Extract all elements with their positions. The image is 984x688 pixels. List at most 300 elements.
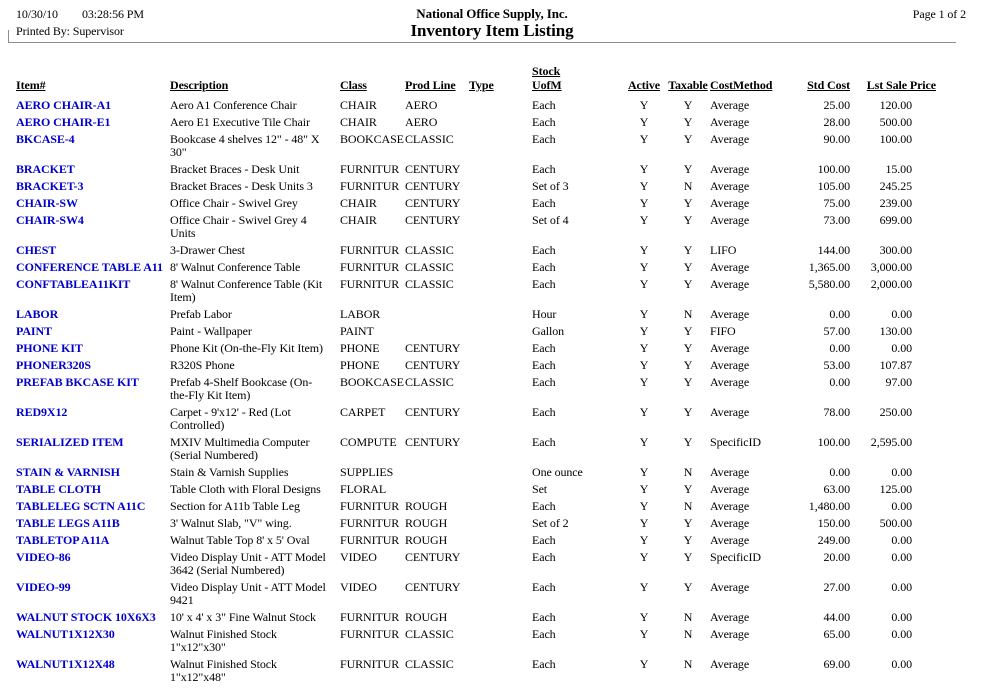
stock-uofm-cell: Each: [532, 115, 556, 129]
class-cell: CARPET: [340, 405, 386, 419]
std-cost-cell: 44.00: [823, 610, 850, 624]
lst-sale-price-cell: 500.00: [879, 516, 912, 530]
type-cell: [469, 197, 532, 214]
item-number-link[interactable]: WALNUT STOCK 10X6X3: [16, 610, 156, 624]
std-cost-cell: 105.00: [817, 179, 850, 193]
type-cell: [469, 483, 532, 500]
active-flag-cell: Y: [639, 341, 649, 355]
std-cost-cell: 100.00: [817, 162, 850, 176]
type-cell: [469, 534, 532, 551]
stock-uofm-cell: Hour: [532, 307, 557, 321]
cost-method-cell: Average: [710, 499, 750, 513]
description-cell: Office Chair - Swivel Grey 4 Units: [170, 213, 307, 240]
cost-method-cell: Average: [710, 260, 750, 274]
stock-uofm-cell: Each: [532, 435, 556, 449]
stock-uofm-cell: Each: [532, 162, 556, 176]
taxable-flag-cell: Y: [683, 243, 693, 257]
class-cell: VIDEO: [340, 550, 377, 564]
class-cell: FLORAL: [340, 482, 387, 496]
prod-line-cell: [405, 483, 469, 500]
cost-method-cell: Average: [710, 610, 750, 624]
class-cell: FURNITUR: [340, 499, 400, 513]
std-cost-cell: 27.00: [823, 580, 850, 594]
description-cell: 8' Walnut Conference Table (Kit Item): [170, 277, 323, 304]
prod-line-cell: CENTURY: [405, 435, 461, 449]
lst-sale-price-cell: 0.00: [891, 499, 912, 513]
item-number-link[interactable]: BRACKET: [16, 162, 75, 176]
lst-sale-price-cell: 0.00: [891, 550, 912, 564]
item-number-link[interactable]: VIDEO-99: [16, 580, 71, 594]
item-number-link[interactable]: LABOR: [16, 307, 59, 321]
class-cell: CHAIR: [340, 196, 377, 210]
active-flag-cell: Y: [639, 243, 649, 257]
type-cell: [469, 99, 532, 116]
description-cell: Aero A1 Conference Chair: [170, 98, 297, 112]
prod-line-cell: ROUGH: [405, 516, 448, 530]
std-cost-cell: 65.00: [823, 627, 850, 641]
lst-sale-price-cell: 107.87: [879, 358, 912, 372]
active-flag-cell: Y: [639, 115, 649, 129]
prod-line-cell: AERO: [405, 115, 438, 129]
std-cost-cell: 100.00: [817, 435, 850, 449]
type-cell: [469, 308, 532, 325]
type-cell: [469, 116, 532, 133]
table-row: [16, 308, 936, 325]
description-cell: 3' Walnut Slab, "V" wing.: [170, 516, 292, 530]
item-number-link[interactable]: CHEST: [16, 243, 57, 257]
lst-sale-price-cell: 2,595.00: [870, 435, 912, 449]
type-cell: [469, 581, 532, 611]
stock-uofm-cell: Each: [532, 196, 556, 210]
taxable-flag-cell: Y: [683, 580, 693, 594]
report-header: [0, 0, 984, 44]
active-flag-cell: Y: [639, 627, 649, 641]
table-row: [16, 180, 936, 197]
prod-line-cell: CENTURY: [405, 405, 461, 419]
stock-uofm-cell: Set of 2: [532, 516, 569, 530]
lst-sale-price-cell: 100.00: [879, 132, 912, 146]
header-divider-rule: [8, 42, 956, 43]
prod-line-cell: CENTURY: [405, 213, 461, 227]
prod-line-cell: CENTURY: [405, 196, 461, 210]
cost-method-cell: SpecificID: [710, 435, 761, 449]
table-row: [16, 342, 936, 359]
inventory-table-body: [16, 99, 936, 688]
class-cell: FURNITUR: [340, 627, 400, 641]
std-cost-cell: 90.00: [823, 132, 850, 146]
prod-line-cell: [405, 325, 469, 342]
cost-method-cell: Average: [710, 115, 750, 129]
stock-uofm-cell: Gallon: [532, 324, 565, 338]
cost-method-cell: Average: [710, 179, 750, 193]
cost-method-cell: Average: [710, 482, 750, 496]
prod-line-cell: ROUGH: [405, 533, 448, 547]
lst-sale-price-cell: 250.00: [879, 405, 912, 419]
col-header-std-cost: Std Cost: [807, 78, 850, 92]
taxable-flag-cell: N: [683, 465, 693, 479]
active-flag-cell: Y: [639, 610, 649, 624]
class-cell: SUPPLIES: [340, 465, 394, 479]
header-center-block: [0, 6, 984, 41]
type-cell: [469, 325, 532, 342]
stock-uofm-cell: Each: [532, 98, 556, 112]
active-flag-cell: Y: [639, 533, 649, 547]
stock-uofm-cell: Each: [532, 550, 556, 564]
active-flag-cell: Y: [639, 657, 649, 671]
lst-sale-price-cell: 0.00: [891, 341, 912, 355]
description-cell: Walnut Finished Stock 1"x12"x30": [170, 627, 277, 654]
active-flag-cell: Y: [639, 550, 649, 564]
table-row: [16, 517, 936, 534]
item-number-link[interactable]: TABLE LEGS A11B: [16, 516, 120, 530]
active-flag-cell: Y: [639, 375, 649, 389]
col-header-active: Active: [627, 78, 661, 92]
item-number-link[interactable]: STAIN & VARNISH: [16, 465, 120, 479]
stock-uofm-cell: Each: [532, 132, 556, 146]
description-cell: Aero E1 Executive Tile Chair: [170, 115, 310, 129]
item-number-link[interactable]: CHAIR-SW: [16, 196, 78, 210]
page-title: Inventory Item Listing: [410, 21, 574, 40]
col-header-stock-uofm: Stock UofM: [532, 64, 562, 92]
table-row: [16, 376, 936, 406]
type-cell: [469, 342, 532, 359]
std-cost-cell: 57.00: [823, 324, 850, 338]
type-cell: [469, 466, 532, 483]
taxable-flag-cell: Y: [683, 516, 693, 530]
active-flag-cell: Y: [639, 405, 649, 419]
std-cost-cell: 1,365.00: [808, 260, 850, 274]
active-flag-cell: Y: [639, 162, 649, 176]
table-row: [16, 99, 936, 116]
col-header-taxable: Taxable: [668, 78, 708, 92]
table-row: [16, 611, 936, 628]
std-cost-cell: 1,480.00: [808, 499, 850, 513]
std-cost-cell: 25.00: [823, 98, 850, 112]
stock-uofm-cell: Each: [532, 341, 556, 355]
std-cost-cell: 0.00: [829, 307, 850, 321]
cost-method-cell: Average: [710, 516, 750, 530]
lst-sale-price-cell: 2,000.00: [870, 277, 912, 291]
class-cell: FURNITUR: [340, 260, 400, 274]
stock-uofm-cell: One ounce: [532, 465, 583, 479]
lst-sale-price-cell: 0.00: [891, 580, 912, 594]
std-cost-cell: 0.00: [829, 341, 850, 355]
item-number-link[interactable]: AERO CHAIR-E1: [16, 115, 111, 129]
active-flag-cell: Y: [639, 465, 649, 479]
lst-sale-price-cell: 0.00: [891, 465, 912, 479]
prod-line-cell: CENTURY: [405, 179, 461, 193]
taxable-flag-cell: N: [683, 179, 693, 193]
prod-line-cell: [405, 466, 469, 483]
type-cell: [469, 180, 532, 197]
description-cell: Prefab 4-Shelf Bookcase (On-the-Fly Kit Item): [170, 375, 313, 402]
table-row: [16, 500, 936, 517]
description-cell: 3-Drawer Chest: [170, 243, 245, 257]
std-cost-cell: 78.00: [823, 405, 850, 419]
prod-line-cell: CLASSIC: [405, 243, 454, 257]
prod-line-cell: CLASSIC: [405, 375, 454, 389]
item-number-link[interactable]: TABLELEG SCTN A11C: [16, 499, 146, 513]
description-cell: Bracket Braces - Desk Units 3: [170, 179, 313, 193]
lst-sale-price-cell: 120.00: [879, 98, 912, 112]
cost-method-cell: Average: [710, 465, 750, 479]
item-number-link[interactable]: PAINT: [16, 324, 52, 338]
description-cell: R320S Phone: [170, 358, 235, 372]
std-cost-cell: 249.00: [817, 533, 850, 547]
active-flag-cell: Y: [639, 179, 649, 193]
inventory-table: [16, 64, 936, 688]
prod-line-cell: CLASSIC: [405, 132, 454, 146]
table-row: [16, 658, 936, 688]
description-cell: Carpet - 9'x12' - Red (Lot Controlled): [170, 405, 291, 432]
prod-line-cell: CENTURY: [405, 341, 461, 355]
lst-sale-price-cell: 130.00: [879, 324, 912, 338]
cost-method-cell: Average: [710, 277, 750, 291]
stock-uofm-cell: Each: [532, 277, 556, 291]
stock-uofm-cell: Each: [532, 580, 556, 594]
class-cell: FURNITUR: [340, 243, 400, 257]
col-header-item: Item#: [16, 78, 46, 92]
type-cell: [469, 278, 532, 308]
description-cell: Bracket Braces - Desk Unit: [170, 162, 300, 176]
col-header-prod-line: Prod Line: [405, 78, 456, 92]
taxable-flag-cell: Y: [683, 162, 693, 176]
taxable-flag-cell: Y: [683, 115, 693, 129]
company-name: National Office Supply, Inc.: [416, 6, 568, 21]
stock-uofm-cell: Each: [532, 627, 556, 641]
active-flag-cell: Y: [639, 277, 649, 291]
std-cost-cell: 28.00: [823, 115, 850, 129]
type-cell: [469, 551, 532, 581]
table-row: [16, 116, 936, 133]
stock-uofm-cell: Each: [532, 375, 556, 389]
stock-uofm-cell: Each: [532, 260, 556, 274]
type-cell: [469, 133, 532, 163]
description-cell: Stain & Varnish Supplies: [170, 465, 289, 479]
item-number-link[interactable]: VIDEO-86: [16, 550, 71, 564]
type-cell: [469, 359, 532, 376]
description-cell: MXIV Multimedia Computer (Serial Numbered): [170, 435, 310, 462]
std-cost-cell: 144.00: [817, 243, 850, 257]
table-row: [16, 133, 936, 163]
taxable-flag-cell: N: [683, 499, 693, 513]
description-cell: Office Chair - Swivel Grey: [170, 196, 298, 210]
table-row: [16, 325, 936, 342]
class-cell: FURNITUR: [340, 657, 400, 671]
description-cell: 10' x 4' x 3" Fine Walnut Stock: [170, 610, 316, 624]
description-cell: Paint - Wallpaper: [170, 324, 252, 338]
class-cell: FURNITUR: [340, 179, 400, 193]
prod-line-cell: AERO: [405, 98, 438, 112]
active-flag-cell: Y: [639, 307, 649, 321]
type-cell: [469, 500, 532, 517]
description-cell: Video Display Unit - ATT Model 3642 (Serial Numbered): [170, 550, 326, 577]
std-cost-cell: 53.00: [823, 358, 850, 372]
taxable-flag-cell: Y: [683, 375, 693, 389]
item-number-link[interactable]: PHONE KIT: [16, 341, 83, 355]
description-cell: Walnut Finished Stock 1"x12"x48": [170, 657, 277, 684]
description-cell: Table Cloth with Floral Designs: [170, 482, 321, 496]
type-cell: [469, 406, 532, 436]
class-cell: COMPUTE: [340, 435, 397, 449]
table-row: [16, 581, 936, 611]
class-cell: BOOKCASE: [340, 132, 404, 146]
taxable-flag-cell: N: [683, 627, 693, 641]
active-flag-cell: Y: [639, 358, 649, 372]
item-number-link[interactable]: RED9X12: [16, 405, 68, 419]
cost-method-cell: Average: [710, 533, 750, 547]
table-row: [16, 628, 936, 658]
stock-uofm-cell: Each: [532, 657, 556, 671]
lst-sale-price-cell: 500.00: [879, 115, 912, 129]
std-cost-cell: 0.00: [829, 375, 850, 389]
class-cell: VIDEO: [340, 580, 377, 594]
cost-method-cell: Average: [710, 213, 750, 227]
prod-line-cell: CLASSIC: [405, 627, 454, 641]
col-header-type: Type: [469, 78, 494, 92]
lst-sale-price-cell: 699.00: [879, 213, 912, 227]
active-flag-cell: Y: [639, 213, 649, 227]
class-cell: FURNITUR: [340, 610, 400, 624]
lst-sale-price-cell: 0.00: [891, 610, 912, 624]
taxable-flag-cell: Y: [683, 435, 693, 449]
item-number-link[interactable]: BRACKET-3: [16, 179, 84, 193]
table-row: [16, 197, 936, 214]
std-cost-cell: 20.00: [823, 550, 850, 564]
description-cell: Walnut Table Top 8' x 5' Oval: [170, 533, 310, 547]
prod-line-cell: CENTURY: [405, 358, 461, 372]
type-cell: [469, 611, 532, 628]
cost-method-cell: Average: [710, 358, 750, 372]
std-cost-cell: 150.00: [817, 516, 850, 530]
description-cell: Section for A11b Table Leg: [170, 499, 300, 513]
prod-line-cell: CLASSIC: [405, 657, 454, 671]
class-cell: FURNITUR: [340, 533, 400, 547]
active-flag-cell: Y: [639, 499, 649, 513]
item-number-link[interactable]: TABLETOP A11A: [16, 533, 110, 547]
cost-method-cell: Average: [710, 307, 750, 321]
std-cost-cell: 5,580.00: [808, 277, 850, 291]
lst-sale-price-cell: 239.00: [879, 196, 912, 210]
cost-method-cell: LIFO: [710, 243, 737, 257]
col-header-description: Description: [170, 78, 229, 92]
class-cell: FURNITUR: [340, 162, 400, 176]
prod-line-cell: CENTURY: [405, 580, 461, 594]
table-row: [16, 534, 936, 551]
stock-uofm-cell: Each: [532, 405, 556, 419]
lst-sale-price-cell: 97.00: [885, 375, 912, 389]
cost-method-cell: Average: [710, 98, 750, 112]
col-header-lst-sale-price: Lst Sale Price: [866, 78, 936, 92]
type-cell: [469, 517, 532, 534]
print-time: 03:28:56 PM: [82, 7, 144, 21]
taxable-flag-cell: N: [683, 610, 693, 624]
type-cell: [469, 244, 532, 261]
item-number-link[interactable]: PREFAB BKCASE KIT: [16, 375, 139, 389]
std-cost-cell: 69.00: [823, 657, 850, 671]
stock-uofm-cell: Set of 3: [532, 179, 569, 193]
printed-by: Printed By: Supervisor: [16, 24, 124, 38]
active-flag-cell: Y: [639, 196, 649, 210]
description-cell: Prefab Labor: [170, 307, 232, 321]
active-flag-cell: Y: [639, 132, 649, 146]
cost-method-cell: Average: [710, 341, 750, 355]
item-number-link[interactable]: WALNUT1X12X30: [16, 627, 115, 641]
class-cell: LABOR: [340, 307, 381, 321]
stock-uofm-cell: Set: [532, 482, 548, 496]
item-number-link[interactable]: WALNUT1X12X48: [16, 657, 115, 671]
taxable-flag-cell: Y: [683, 196, 693, 210]
class-cell: FURNITUR: [340, 516, 400, 530]
lst-sale-price-cell: 0.00: [891, 627, 912, 641]
item-number-link[interactable]: CHAIR-SW4: [16, 213, 84, 227]
item-number-link[interactable]: CONFERENCE TABLE A11: [16, 260, 163, 274]
class-cell: FURNITUR: [340, 277, 400, 291]
description-cell: Phone Kit (On-the-Fly Kit Item): [170, 341, 323, 355]
active-flag-cell: Y: [639, 516, 649, 530]
taxable-flag-cell: Y: [683, 324, 693, 338]
description-cell: Bookcase 4 shelves 12" - 48" X 30": [170, 132, 320, 159]
prod-line-cell: CENTURY: [405, 550, 461, 564]
prod-line-cell: CLASSIC: [405, 260, 454, 274]
item-number-link[interactable]: TABLE CLOTH: [16, 482, 102, 496]
class-cell: CHAIR: [340, 98, 377, 112]
type-cell: [469, 658, 532, 688]
prod-line-cell: ROUGH: [405, 610, 448, 624]
table-row: [16, 483, 936, 500]
item-number-link[interactable]: CONFTABLEA11KIT: [16, 277, 131, 291]
class-cell: BOOKCASE: [340, 375, 404, 389]
table-row: [16, 436, 936, 466]
lst-sale-price-cell: 245.25: [879, 179, 912, 193]
class-cell: PAINT: [340, 324, 374, 338]
table-row: [16, 359, 936, 376]
table-row: [16, 551, 936, 581]
item-number-link[interactable]: SERIALIZED ITEM: [16, 435, 124, 449]
item-number-link[interactable]: BKCASE-4: [16, 132, 75, 146]
table-header-row: [16, 64, 936, 99]
table-row: [16, 278, 936, 308]
lst-sale-price-cell: 125.00: [879, 482, 912, 496]
stock-uofm-cell: Each: [532, 243, 556, 257]
taxable-flag-cell: Y: [683, 98, 693, 112]
col-header-cost-method: CostMethod: [710, 78, 773, 92]
type-cell: [469, 261, 532, 278]
std-cost-cell: 75.00: [823, 196, 850, 210]
active-flag-cell: Y: [639, 260, 649, 274]
table-row: [16, 244, 936, 261]
cost-method-cell: SpecificID: [710, 550, 761, 564]
std-cost-cell: 0.00: [829, 465, 850, 479]
item-number-link[interactable]: AERO CHAIR-A1: [16, 98, 112, 112]
active-flag-cell: Y: [639, 435, 649, 449]
stock-uofm-cell: Each: [532, 358, 556, 372]
stock-uofm-cell: Each: [532, 610, 556, 624]
taxable-flag-cell: Y: [683, 405, 693, 419]
prod-line-cell: ROUGH: [405, 499, 448, 513]
item-number-link[interactable]: PHONER320S: [16, 358, 92, 372]
taxable-flag-cell: Y: [683, 550, 693, 564]
active-flag-cell: Y: [639, 482, 649, 496]
taxable-flag-cell: Y: [683, 358, 693, 372]
class-cell: CHAIR: [340, 213, 377, 227]
stock-uofm-cell: Each: [532, 533, 556, 547]
lst-sale-price-cell: 300.00: [879, 243, 912, 257]
taxable-flag-cell: N: [683, 657, 693, 671]
cost-method-cell: FIFO: [710, 324, 736, 338]
cost-method-cell: Average: [710, 196, 750, 210]
taxable-flag-cell: Y: [683, 482, 693, 496]
